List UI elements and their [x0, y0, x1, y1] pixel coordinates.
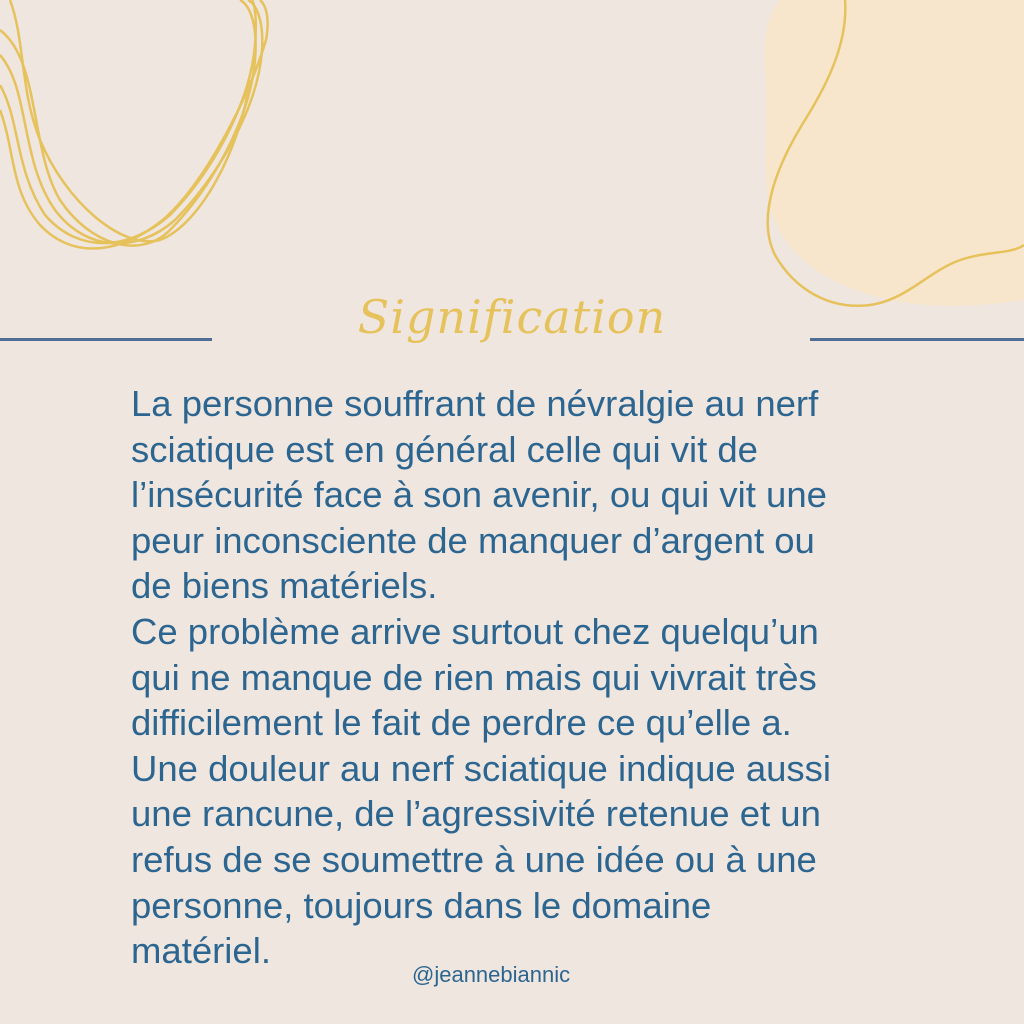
paragraph-line: Ce problème arrive surtout chez quelqu’un	[131, 610, 819, 652]
paragraph-line: matériel.	[131, 930, 271, 972]
author-handle: @jeannebiannic	[412, 962, 571, 987]
paragraph-line: de biens matériels.	[131, 565, 438, 607]
paragraph-line: personne, toujours dans le domaine	[131, 884, 712, 926]
paragraph-line: La personne souffrant de névralgie au nerf	[131, 383, 819, 424]
body-paragraph	[131, 381, 971, 974]
gold-swirl-lines	[0, 0, 268, 249]
page-title: Signification	[357, 290, 667, 344]
paragraph-line: qui ne manque de rien mais qui vivrait très	[131, 656, 817, 698]
paragraph-line: sciatique est en général celle qui vit de	[131, 428, 758, 470]
paragraph-line: peur inconsciente de manquer d’argent ou	[131, 519, 815, 561]
paragraph-line: une rancune, de l’agressivité retenue et un	[131, 793, 821, 835]
paragraph-line: l’insécurité face à son avenir, ou qui vit une	[131, 474, 827, 516]
paragraph-line: refus de se soumettre à une idée ou à une	[131, 838, 817, 880]
paragraph-line: Une douleur au nerf sciatique indique aussi	[131, 747, 832, 789]
paragraph-line: difficilement le fait de perdre ce qu’elle a.	[131, 702, 792, 744]
cream-blob	[764, 0, 1024, 306]
